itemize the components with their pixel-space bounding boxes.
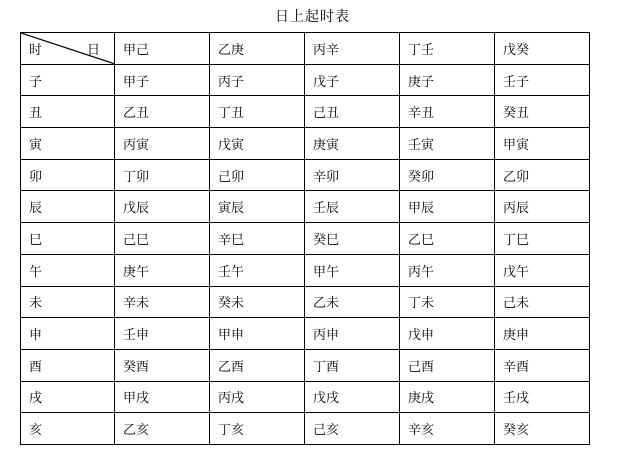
table-cell: 戊寅 — [210, 128, 305, 160]
table-cell: 己丑 — [305, 96, 400, 128]
table-cell: 己酉 — [400, 349, 495, 381]
table-cell: 甲申 — [210, 318, 305, 350]
table-cell: 癸亥 — [495, 413, 590, 445]
table-cell: 癸卯 — [400, 159, 495, 191]
table-row — [21, 223, 590, 255]
table-cell: 己卯 — [210, 159, 305, 191]
column-header: 乙庚 — [210, 33, 305, 65]
table-cell: 丁酉 — [305, 349, 400, 381]
hour-label: 戌 — [21, 381, 115, 413]
table-cell: 丙寅 — [115, 128, 210, 160]
table-cell: 丁卯 — [115, 159, 210, 191]
table-row — [21, 159, 590, 191]
table-cell: 戊戌 — [305, 381, 400, 413]
table-cell: 癸丑 — [495, 96, 590, 128]
table-cell: 庚戌 — [400, 381, 495, 413]
table-cell: 壬子 — [495, 64, 590, 96]
table-cell: 癸酉 — [115, 349, 210, 381]
hour-label: 卯 — [21, 159, 115, 191]
table-row — [21, 64, 590, 96]
table-cell: 壬戌 — [495, 381, 590, 413]
hour-table-body — [21, 33, 590, 445]
table-cell: 癸未 — [210, 286, 305, 318]
table-cell: 甲午 — [305, 254, 400, 286]
table-row — [21, 413, 590, 445]
table-cell: 甲寅 — [495, 128, 590, 160]
hour-label: 午 — [21, 254, 115, 286]
table-cell: 辛卯 — [305, 159, 400, 191]
table-cell: 壬午 — [210, 254, 305, 286]
table-cell: 乙未 — [305, 286, 400, 318]
table-cell: 庚寅 — [305, 128, 400, 160]
table-row — [21, 128, 590, 160]
table-cell: 辛未 — [115, 286, 210, 318]
table-cell: 丙戌 — [210, 381, 305, 413]
table-cell: 辛丑 — [400, 96, 495, 128]
table-cell: 甲子 — [115, 64, 210, 96]
table-cell: 乙丑 — [115, 96, 210, 128]
table-cell: 甲辰 — [400, 191, 495, 223]
table-row — [21, 96, 590, 128]
table-row — [21, 191, 590, 223]
corner-cell — [21, 33, 115, 65]
table-row — [21, 254, 590, 286]
table-cell: 戊申 — [400, 318, 495, 350]
table-cell: 辛巳 — [210, 223, 305, 255]
table-cell: 甲戌 — [115, 381, 210, 413]
hour-label: 亥 — [21, 413, 115, 445]
table-cell: 壬申 — [115, 318, 210, 350]
table-cell: 庚午 — [115, 254, 210, 286]
column-header: 戊癸 — [495, 33, 590, 65]
table-cell: 己亥 — [305, 413, 400, 445]
table-cell: 丙子 — [210, 64, 305, 96]
hour-label: 申 — [21, 318, 115, 350]
table-cell: 丙申 — [305, 318, 400, 350]
table-cell: 丙午 — [400, 254, 495, 286]
hour-label: 子 — [21, 64, 115, 96]
table-cell: 丁未 — [400, 286, 495, 318]
table-cell: 乙酉 — [210, 349, 305, 381]
table-cell: 寅辰 — [210, 191, 305, 223]
table-cell: 乙亥 — [115, 413, 210, 445]
table-cell: 丁亥 — [210, 413, 305, 445]
column-axis-label: 日 — [86, 43, 100, 58]
table-cell: 庚申 — [495, 318, 590, 350]
table-cell: 辛亥 — [400, 413, 495, 445]
hour-label: 未 — [21, 286, 115, 318]
header-row — [21, 33, 590, 65]
column-header: 甲己 — [115, 33, 210, 65]
table-cell: 乙巳 — [400, 223, 495, 255]
table-cell: 乙卯 — [495, 159, 590, 191]
table-cell: 壬辰 — [305, 191, 400, 223]
page-title: 日上起时表 — [275, 9, 350, 25]
hour-label: 酉 — [21, 349, 115, 381]
table-row — [21, 349, 590, 381]
table-cell: 丁巳 — [495, 223, 590, 255]
table-cell: 丙辰 — [495, 191, 590, 223]
column-header: 丙辛 — [305, 33, 400, 65]
table-cell: 壬寅 — [400, 128, 495, 160]
hour-label: 辰 — [21, 191, 115, 223]
table-row — [21, 318, 590, 350]
table-row — [21, 381, 590, 413]
hour-label: 巳 — [21, 223, 115, 255]
hour-table — [20, 32, 590, 445]
table-cell: 丁丑 — [210, 96, 305, 128]
column-header: 丁壬 — [400, 33, 495, 65]
table-cell: 己未 — [495, 286, 590, 318]
hour-label: 寅 — [21, 128, 115, 160]
table-cell: 辛酉 — [495, 349, 590, 381]
table-row — [21, 286, 590, 318]
table-cell: 戊辰 — [115, 191, 210, 223]
row-axis-label: 时 — [29, 43, 43, 58]
table-cell: 戊子 — [305, 64, 400, 96]
table-cell: 癸巳 — [305, 223, 400, 255]
table-cell: 庚子 — [400, 64, 495, 96]
table-cell: 戊午 — [495, 254, 590, 286]
hour-label: 丑 — [21, 96, 115, 128]
table-cell: 己巳 — [115, 223, 210, 255]
